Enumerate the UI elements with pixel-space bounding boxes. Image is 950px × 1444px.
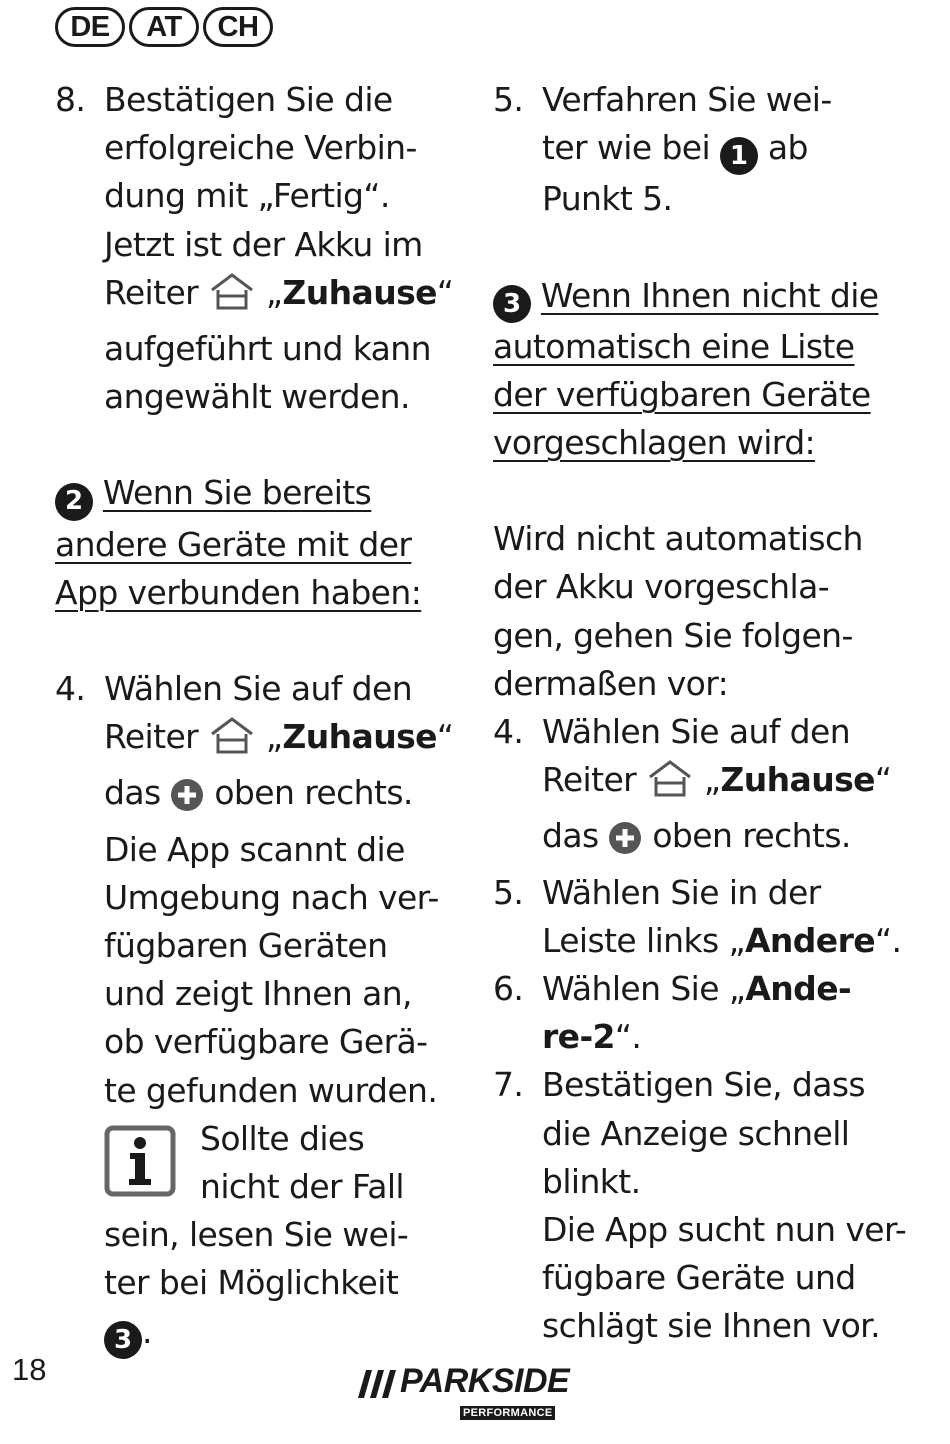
step-text-line: und zeigt Ihnen an, xyxy=(104,974,412,1014)
section-3-heading xyxy=(493,272,913,468)
home-icon xyxy=(208,272,256,325)
plus-circle-icon xyxy=(608,820,642,868)
text-fragment: “. xyxy=(875,920,902,960)
oben-rechts-label: oben rechts. xyxy=(652,816,851,856)
step-text-line: angewählt werden. xyxy=(104,377,410,417)
step-6-right xyxy=(493,965,913,1061)
reiter-label: Reiter xyxy=(104,272,199,312)
ref-suffix: . xyxy=(142,1311,152,1351)
step-text-line: Wählen Sie auf den xyxy=(542,712,851,752)
section-heading-line: Wenn Sie bereits xyxy=(102,473,372,513)
andere-label: Andere xyxy=(744,920,876,960)
note-line: nicht der Fall xyxy=(200,1166,404,1206)
step-4-right xyxy=(493,708,913,869)
step-text-line: Umgebung nach ver- xyxy=(104,877,439,917)
section-ref-3: 3 xyxy=(104,1321,142,1359)
reiter-label: Reiter xyxy=(104,717,199,757)
zuhause-label: Zuhause xyxy=(282,272,437,312)
parkside-logo xyxy=(358,1362,574,1424)
quote-open: „ xyxy=(265,717,283,757)
left-column xyxy=(55,76,465,1359)
step-sub-line: Die App sucht nun ver- xyxy=(542,1210,907,1250)
andere-2-label: re-2 xyxy=(542,1017,615,1057)
reiter-line xyxy=(104,713,465,769)
note-line: ter bei Möglichkeit xyxy=(104,1263,399,1303)
step-sub-line: fügbare Geräte und xyxy=(542,1258,856,1298)
text-fragment: Leiste links „ xyxy=(542,920,745,960)
step-text-line xyxy=(542,917,913,965)
step-number: 8. xyxy=(55,80,86,119)
home-icon xyxy=(646,759,694,812)
country-badge-at: AT xyxy=(129,7,199,47)
info-note xyxy=(104,1115,465,1359)
section-heading-line: andere Geräte mit der xyxy=(55,524,412,564)
plus-line xyxy=(104,769,465,825)
note-line: sein, lesen Sie wei- xyxy=(104,1215,409,1255)
step-7-right xyxy=(493,1061,913,1350)
country-badge-de: DE xyxy=(55,7,125,47)
step-text-line: aufgeführt und kann xyxy=(104,329,431,369)
intro-paragraph xyxy=(493,515,913,708)
section-heading-line: vorgeschlagen wird: xyxy=(493,423,816,462)
section-heading-line: Wenn Ihnen nicht die xyxy=(540,275,879,315)
section-heading-line: App verbunden haben: xyxy=(55,572,422,612)
brand-sub: PERFORMANCE xyxy=(460,1406,555,1420)
quote-open: „ xyxy=(265,272,283,312)
intro-line: der Akku vorgeschla- xyxy=(493,567,829,607)
step-5-right xyxy=(493,869,913,965)
section-ref-1: 1 xyxy=(720,137,758,175)
zuhause-label: Zuhause xyxy=(282,717,437,757)
text-fragment: “. xyxy=(614,1017,642,1057)
step-number: 4. xyxy=(55,668,86,708)
andere-2-label: Ande- xyxy=(745,969,852,1009)
plus-line xyxy=(542,812,913,868)
oben-rechts-label: oben rechts. xyxy=(214,773,413,813)
step-text-line: die Anzeige schnell xyxy=(542,1113,850,1153)
section-heading-line: automatisch eine Liste xyxy=(493,326,855,366)
step-text-line: Punkt 5. xyxy=(542,179,673,219)
step-text-line: Die App scannt die xyxy=(104,829,405,869)
reiter-line xyxy=(542,756,913,812)
section-marker-2: 2 xyxy=(55,483,93,521)
intro-line: dermaßen vor: xyxy=(493,663,729,703)
intro-line: Wird nicht automatisch xyxy=(493,519,863,559)
step-text-line: erfolgreiche Verbin- xyxy=(104,128,417,168)
das-label: das xyxy=(542,816,599,856)
note-line: Sollte dies xyxy=(200,1118,365,1158)
brand-name: PARKSIDE xyxy=(400,1362,570,1400)
step-number: 4. xyxy=(493,712,524,752)
intro-line: gen, gehen Sie folgen- xyxy=(493,615,853,655)
home-icon xyxy=(208,716,256,769)
step-text-line: blinkt. xyxy=(542,1161,641,1201)
logo-slashes-icon xyxy=(358,1370,398,1398)
quote-close: “ xyxy=(436,717,454,757)
step-text-line: ob verfügbare Gerä- xyxy=(104,1022,428,1062)
section-heading-line: der verfügbaren Geräte xyxy=(493,374,871,414)
step-text-line: dung mit „Fertig“. xyxy=(104,176,390,216)
quote-close: “ xyxy=(874,760,892,800)
plus-circle-icon xyxy=(170,777,204,825)
step-5-continue xyxy=(493,76,913,224)
step-text-line xyxy=(542,1013,913,1061)
reiter-label: Reiter xyxy=(542,760,637,800)
step-text-line: Verfahren Sie wei- xyxy=(542,80,832,119)
step-text-line: Jetzt ist der Akku im xyxy=(104,224,423,264)
text-fragment: Wählen Sie „ xyxy=(542,969,746,1009)
quote-open: „ xyxy=(703,760,721,800)
text-fragment: ter wie bei xyxy=(542,128,711,168)
step-text-line: Bestätigen Sie die xyxy=(104,80,393,119)
quote-close: “ xyxy=(436,272,454,312)
info-icon xyxy=(104,1125,176,1210)
step-text-line: Bestätigen Sie, dass xyxy=(542,1065,866,1105)
step-number: 7. xyxy=(493,1065,524,1105)
right-column xyxy=(493,76,913,1351)
page-number: 18 xyxy=(12,1352,47,1387)
step-number: 5. xyxy=(493,872,524,912)
step-text-line: Wählen Sie auf den xyxy=(104,668,413,708)
country-badges xyxy=(55,7,273,51)
step-sub-line: schlägt sie Ihnen vor. xyxy=(542,1306,880,1346)
country-badge-ch: CH xyxy=(203,7,273,47)
reiter-line xyxy=(104,269,465,325)
das-label: das xyxy=(104,773,161,813)
section-2-heading xyxy=(55,469,465,617)
step-text-line xyxy=(542,965,913,1013)
section-marker-3: 3 xyxy=(493,285,531,323)
step-4-left xyxy=(55,665,465,1359)
step-number: 5. xyxy=(493,80,524,119)
text-fragment: ab xyxy=(767,128,808,168)
step-text-line: fügbaren Geräten xyxy=(104,925,388,965)
step-number: 6. xyxy=(493,969,524,1009)
step-text-line: Wählen Sie in der xyxy=(542,872,821,912)
step-text-line xyxy=(542,124,913,175)
step-8 xyxy=(55,76,465,421)
step-text-line: te gefunden wurden. xyxy=(104,1070,438,1110)
zuhause-label: Zuhause xyxy=(720,760,875,800)
